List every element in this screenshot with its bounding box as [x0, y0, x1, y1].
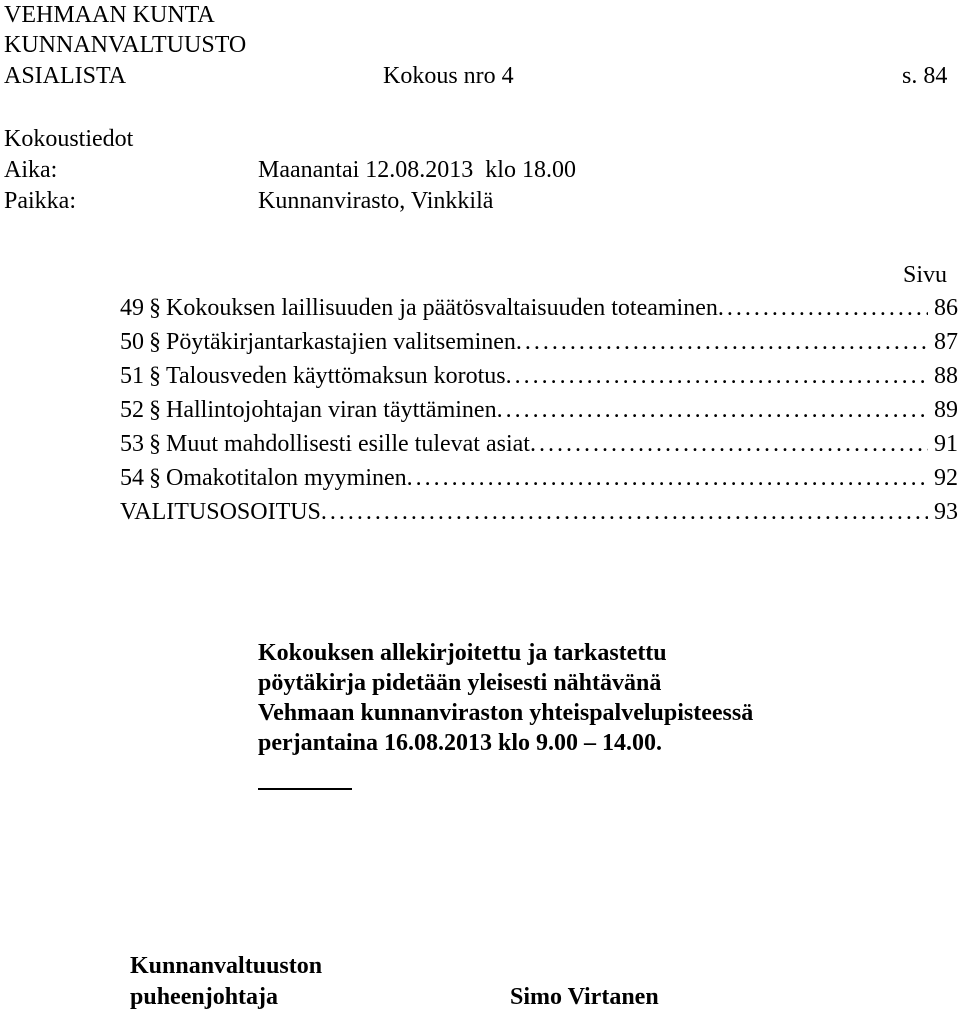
agenda-item-page: 87 [934, 329, 958, 355]
agenda-item [120, 427, 958, 461]
agenda-item-title: Muut mahdollisesti esille tulevat asiat [166, 431, 530, 457]
agenda-item-number: 53 [120, 431, 144, 457]
time-value: Maanantai 12.08.2013 klo 18.00 [258, 157, 576, 183]
section-icon: § [149, 397, 161, 423]
agenda-item-number: 49 [120, 295, 144, 321]
section-icon: § [149, 363, 161, 389]
agenda-item-title: Pöytäkirjantarkastajien valitseminen [166, 329, 516, 355]
notice-line: perjantaina 16.08.2013 klo 9.00 – 14.00. [258, 730, 663, 756]
agenda-item-number: 54 [120, 465, 144, 491]
agenda-item-title: Kokouksen laillisuuden ja päätösvaltaisuuden toteaminen [166, 295, 718, 321]
agenda-item-number: 52 [120, 397, 144, 423]
agenda-item-page: 88 [934, 363, 958, 389]
body-name: KUNNANVALTUUSTO [4, 32, 247, 58]
notice-line: pöytäkirja pidetään yleisesti nähtävänä [258, 670, 662, 696]
agenda-list [120, 291, 958, 529]
agenda-item-number: 50 [120, 329, 144, 355]
agenda-item-page: 89 [934, 397, 958, 423]
agenda-item [120, 291, 958, 325]
appeal-item [120, 495, 958, 529]
dot-leader [321, 495, 928, 529]
doc-type: ASIALISTA [4, 63, 127, 89]
notice-line: Vehmaan kunnanviraston yhteispalvelupisteessä [258, 700, 754, 726]
page-number: s. 84 [902, 63, 948, 89]
agenda-item-number: 51 [120, 363, 144, 389]
agenda-item [120, 393, 958, 427]
dot-leader [407, 461, 928, 495]
section-icon: § [149, 431, 161, 457]
place-value: Kunnanvirasto, Vinkkilä [258, 188, 494, 214]
appeal-page: 93 [934, 499, 958, 525]
signer-name: Simo Virtanen [510, 984, 659, 1010]
section-icon: § [149, 295, 161, 321]
meeting-info-heading: Kokoustiedot [4, 126, 134, 152]
signer-title-line2: puheenjohtaja [130, 984, 279, 1010]
time-label: Aika: [4, 157, 58, 183]
agenda-item [120, 359, 958, 393]
dot-leader [506, 359, 928, 393]
divider-line [258, 788, 352, 790]
agenda-item [120, 461, 958, 495]
toc-page-header: Sivu [903, 262, 948, 288]
dot-leader [497, 393, 928, 427]
agenda-item-page: 86 [934, 295, 958, 321]
agenda-item-title: Omakotitalon myyminen [166, 465, 407, 491]
agenda-item-title: Hallintojohtajan viran täyttäminen [166, 397, 497, 423]
section-icon: § [149, 329, 161, 355]
dot-leader [718, 291, 928, 325]
section-icon: § [149, 465, 161, 491]
signer-title-line1: Kunnanvaltuuston [130, 953, 323, 979]
dot-leader [516, 325, 928, 359]
notice-line: Kokouksen allekirjoitettu ja tarkastettu [258, 640, 667, 666]
agenda-item-title: Talousveden käyttömaksun korotus [166, 363, 506, 389]
agenda-item-page: 92 [934, 465, 958, 491]
agenda-item-page: 91 [934, 431, 958, 457]
meeting-number: Kokous nro 4 [383, 63, 514, 89]
appeal-title: VALITUSOSOITUS [120, 499, 321, 525]
agenda-item [120, 325, 958, 359]
org-name: VEHMAAN KUNTA [4, 2, 215, 28]
place-label: Paikka: [4, 188, 76, 214]
public-notice [258, 638, 753, 758]
dot-leader [530, 427, 928, 461]
